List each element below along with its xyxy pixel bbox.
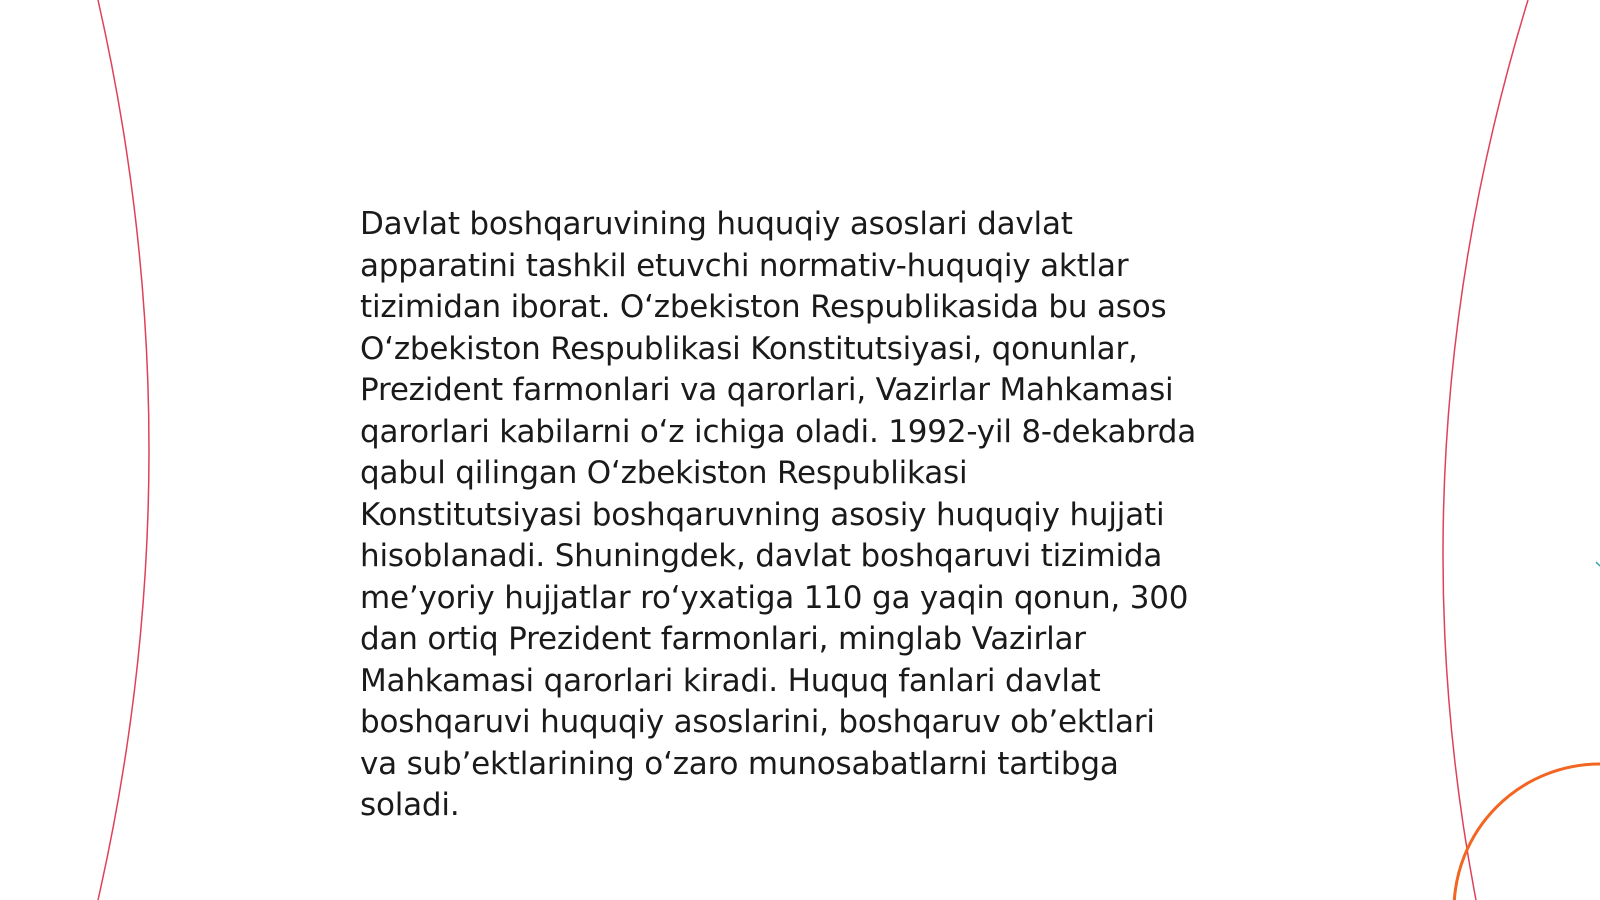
body-line: apparatini tashkil etuvchi normativ-huquqiy aktlar <box>360 247 1129 284</box>
tiny-mark <box>1596 562 1600 566</box>
body-line: boshqaruvi huquqiy asoslarini, boshqaruv obʼektlari <box>360 704 1155 740</box>
body-line: Prezident farmonlari va qarorlari, Vazirlar Mahkamasi <box>360 372 1174 408</box>
body-line: soladi. <box>360 787 460 823</box>
right-curve <box>1443 0 1528 900</box>
body-line: Davlat boshqaruvining huquqiy asoslari davlat <box>360 206 1073 242</box>
body-line: tizimidan iborat. Oʻzbekiston Respublikasida bu asos <box>360 289 1167 325</box>
body-paragraph <box>360 204 1240 827</box>
left-curve <box>98 0 149 900</box>
body-line: qarorlari kabilarni oʻz ichiga oladi. 1992-yil 8-dekabrda <box>360 413 1197 450</box>
body-line: va subʼektlarining oʻzaro munosabatlarni tartibga <box>360 745 1119 782</box>
body-line: meʼyoriy hujjatlar roʻyxatiga 110 ga yaqin qonun, 300 <box>360 579 1189 616</box>
body-line: hisoblanadi. Shuningdek, davlat boshqaruvi tizimida <box>360 538 1163 574</box>
body-line: Oʻzbekiston Respublikasi Konstitutsiyasi, qonunlar, <box>360 330 1138 367</box>
orange-arc <box>1454 764 1600 900</box>
body-line: dan ortiq Prezident farmonlari, minglab Vazirlar <box>360 621 1086 657</box>
body-line: qabul qilingan Oʻzbekiston Respublikasi <box>360 455 968 491</box>
body-line: Konstitutsiyasi boshqaruvning asosiy huquqiy hujjati <box>360 496 1165 533</box>
body-line: Mahkamasi qarorlari kiradi. Huquq fanlari davlat <box>360 662 1101 699</box>
